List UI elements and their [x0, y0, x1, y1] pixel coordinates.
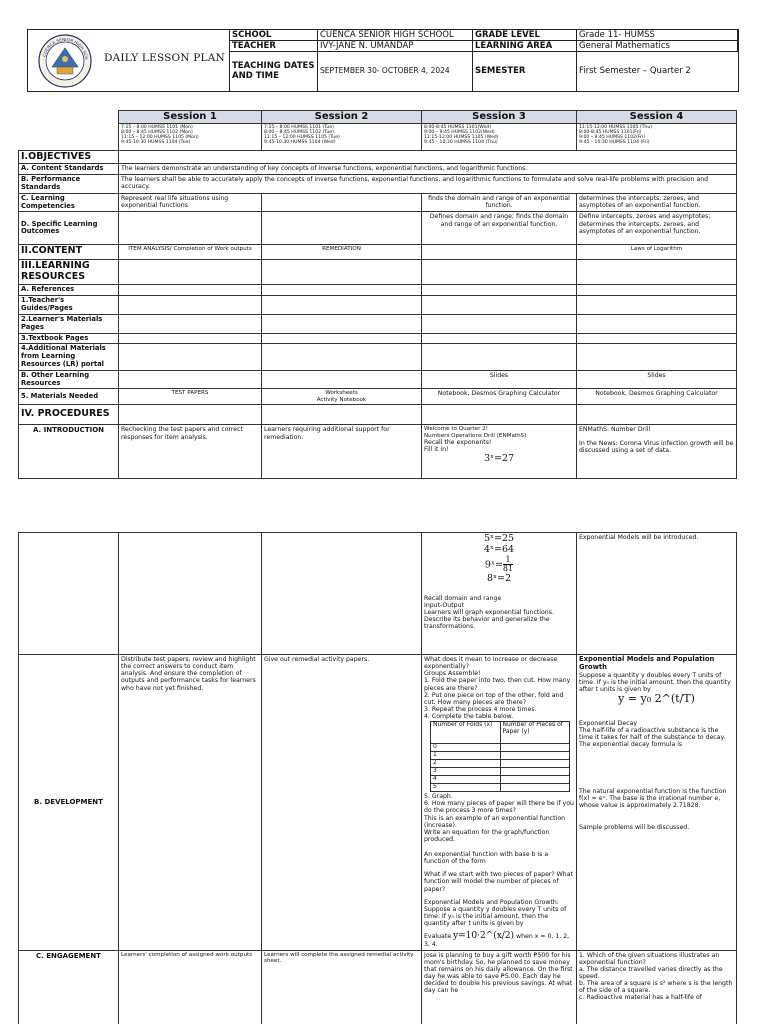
teachers-guides-cell-3 [422, 296, 577, 315]
textbook-cell-1 [119, 333, 262, 344]
session-2-times: 7:15 – 8:00 HUMSS 1101 (Tue) 8:00 – 8:45 HUMSS 1102 (Tue) 11:15 – 12:00 HUMSS 1105 (Tue) 9:45-10:30 HUMSS 1104 (Wed) [262, 123, 422, 150]
equation-9x-frac: 9ˣ= $\frac{1}{81}$ [484, 554, 514, 574]
references-label: A. References [19, 285, 119, 296]
textbook-cell-4 [577, 333, 737, 344]
session-1-times: 7:15 – 8:00 HUMSS 1101 (Mon) 8:00 – 8:45 HUMSS 1102 (Mon) 11:15 – 12:00 HUMSS 1105 (Mon) 9:45-10:30 HUMSS 1104 (Tue) [119, 123, 262, 150]
pieces-input-cell[interactable] [500, 776, 570, 784]
folds-row: 3 [431, 768, 501, 776]
folds-row: 4 [431, 776, 501, 784]
content-standards-value: The learners demonstrate an understanding of key concepts of inverse functions, exponential functions, and logarithmic functions. [119, 164, 737, 175]
session-4-times: 11:15-12:00 HUMSS 1105 (Thu) 8:00-8:45 HUMSS 1101(Fri) 9:00 – 9:45 HUMSS 1102(Fri) 9:45 – 10:30 HUMSS 1104 (Fri) [577, 123, 737, 150]
equation-3x-27: 3ˣ=27 [483, 452, 515, 464]
session-3-header: Session 3 [422, 111, 577, 124]
equation-8x-2: 8ˣ=2 [486, 572, 512, 584]
folds-table [430, 721, 570, 792]
document-title: DAILY LESSON PLAN [104, 52, 225, 64]
lesson-plan-table [18, 110, 737, 479]
dev-session-4: Exponential Models and Population Growth Suppose a quantity y doubles every T units of time. If y₀ is the initial amount, then the quantity after t units is given by y = y₀ 2^(t/T) Exponential Decay The half-life of a radioactive substance is the time it takes for half of the substance to decay. The exponential decay formula is The natural exponential function is the function f(x) = eˣ. The base is the irrational number e, whose value is approximately 2.71828. Sample problems will be discussed. [577, 655, 737, 951]
cont-label-cell [19, 533, 119, 655]
school-value: CUENCA SENIOR HIGH SCHOOL [318, 30, 473, 41]
additional-cell-2 [262, 344, 422, 370]
additional-cell-3 [422, 344, 577, 370]
content-session-4: Laws of Logarithm [577, 245, 737, 260]
lesson-plan-header [27, 29, 739, 92]
equation-5x-25: 5ˣ=25 [483, 533, 515, 544]
exponential-growth-formula: y = y₀ 2^(t/T) [618, 692, 695, 705]
pieces-input-cell[interactable] [500, 744, 570, 752]
additional-cell-4 [577, 344, 737, 370]
eng-session-1: Learners' completion of assigned work outputs [119, 950, 262, 1024]
session-3-times: 8:00-8:45 HUMSS 1101(Wed) 9:00 – 9:45 HUMSS 1102(Wed) 11:15-12:00 HUMSS 1105 (Wed) 9:45 – 10:30 HUMSS 1104 (Thu) [422, 123, 577, 150]
performance-standards-label: B. Performance Standards [19, 175, 119, 194]
competency-session-1: Represent real life situations using exponential functions [119, 193, 262, 212]
learning-area-label: LEARNING AREA [473, 41, 577, 52]
logo-area [28, 30, 230, 91]
resources-cell-2 [262, 260, 422, 285]
school-seal-logo [38, 34, 92, 88]
additional-cell-1 [119, 344, 262, 370]
content-session-2: REMEDIATION [262, 245, 422, 260]
learners-materials-label: 2.Learner's Materials Pages [19, 314, 119, 333]
fraction-1-81: $\frac{1}{81}$ [502, 554, 514, 574]
procedures-cell-3 [422, 405, 577, 425]
content-session-1: ITEM ANALYSIS/ Completion of Work outputs [119, 245, 262, 260]
intro-session-3: Welcome to Quarter 2! Numbers Operations Drill (ENMathS) Recall the exponents! Fill it in! 3ˣ=27 [422, 425, 577, 479]
procedures-cell-1 [119, 405, 262, 425]
cont-session-2 [262, 533, 422, 655]
materials-needed-label: 5. Materials Needed [19, 389, 119, 405]
outcome-session-1 [119, 212, 262, 245]
competency-session-3: finds the domain and range of an exponential function. [422, 193, 577, 212]
folds-column-header: Number of Folds (x) [431, 722, 501, 744]
learners-materials-cell-4 [577, 314, 737, 333]
performance-standards-value: The learners shall be able to accurately apply the concepts of inverse functions, exponential functions, and logarithmic functions to formulate and solve real-life problems with precision and accuracy. [119, 175, 737, 194]
references-cell-4 [577, 285, 737, 296]
lesson-plan-table-continued [18, 532, 737, 1024]
folds-row: 0 [431, 744, 501, 752]
outcome-session-2 [262, 212, 422, 245]
textbook-pages-label: 3.Textbook Pages [19, 333, 119, 344]
evaluate-line: Evaluate y=10·2^(x/2) when x = 0, 1, 2, 3, 4. [424, 931, 570, 949]
pieces-column-header: Number of Pieces of Paper (y) [500, 722, 570, 744]
textbook-cell-3 [422, 333, 577, 344]
teaching-dates-label: TEACHING DATES AND TIME [230, 52, 318, 91]
teachers-guides-cell-4 [577, 296, 737, 315]
teacher-label: TEACHER [230, 41, 318, 52]
equation-4x-64: 4ˣ=64 [483, 543, 515, 555]
teacher-value: IVY-JANE N. UMANDAP [318, 41, 473, 52]
objectives-heading: I.OBJECTIVES [19, 150, 119, 164]
development-label: B. DEVELOPMENT [19, 655, 119, 951]
teachers-guides-cell-1 [119, 296, 262, 315]
schedule-label-cell [19, 123, 119, 150]
learners-materials-cell-1 [119, 314, 262, 333]
other-resources-cell-1 [119, 370, 262, 389]
dev-session-1: Distribute test papers, review and highlight the correct answers to conduct item analysis. And ensure the completion of outputs and performance tasks for learners who have not yet finished. [119, 655, 262, 951]
intro-session-2: Learners requiring additional support for remediation. [262, 425, 422, 479]
cont-session-1 [119, 533, 262, 655]
learning-area-value: General Mathematics [577, 41, 738, 52]
references-cell-3 [422, 285, 577, 296]
header-info-grid [230, 30, 738, 91]
evaluate-equation: y=10·2^(x/2) [453, 931, 515, 942]
folds-row: 2 [431, 760, 501, 768]
dev-session-2: Give out remedial activity papers. [262, 655, 422, 951]
pieces-input-cell[interactable] [500, 760, 570, 768]
learners-materials-cell-2 [262, 314, 422, 333]
eng-session-4: 1. Which of the given situations illustrates an exponential function? a. The distance travelled varies directly as the speed. b. The area of a square is s² where s is the length of the side of a square. c. Radioactive material has a half-life of [577, 950, 737, 1024]
pieces-input-cell[interactable] [500, 752, 570, 760]
teaching-dates-value: SEPTEMBER 30- OCTOBER 4, 2024 [318, 52, 473, 91]
eng-session-3: Jose is planning to buy a gift worth ₱500 for his mom's birthday. So, he planned to save money that remains on his daily allowance. On the first day he was able to save ₱5.00. Each day he decided to double his previous savings. At what day can he [422, 950, 577, 1024]
materials-session-1: TEST PAPERS [119, 389, 262, 405]
teachers-guides-label: 1.Teacher's Guides/Pages [19, 296, 119, 315]
eng-session-2: Learners will complete the assigned remedial activity sheet. [262, 950, 422, 1024]
materials-session-3: Notebook, Desmos Graphing Calculator [422, 389, 577, 405]
procedures-heading: IV. PROCEDURES [19, 405, 119, 425]
resources-cell-4 [577, 260, 737, 285]
other-resources-cell-3: Slides [422, 370, 577, 389]
other-resources-label: B. Other Learning Resources [19, 370, 119, 389]
specific-outcomes-label: D. Specific Learning Outcomes [19, 212, 119, 245]
objectives-blank [119, 150, 737, 164]
dev-session-3: What does it mean to increase or decrease exponentially? Groups Assemble! 1. Fold the paper into two, then cut. How many pieces are there? 2. Put one piece on top of the other, fold and cut. How many pieces are there? 3. Repeat the process 4 more times. 4. Complete the table below. Number of Folds (x) Number of Pieces of Paper (y) 0 1 2 3 4 5 5. Graph. 6. How many pieces of paper will there be if you do the process 3 more times? This is an example of an exponential function (increase). Write an equation for the graph/function produced. An exponential function with base b is a function of the form What if we start with two pieces of paper? What function will model the number of pieces of paper? Exponential Models and Population Growth: Suppose a quantity y doubles every T units of time. If y₀ is the initial amount, then the quantity after t units is given by Evaluate y=10·2^(x/2) when x = 0, 1, 2, 3, 4. [422, 655, 577, 951]
content-standards-label: A. Content Standards [19, 164, 119, 175]
content-heading: II.CONTENT [19, 245, 119, 260]
session-1-header: Session 1 [119, 111, 262, 124]
learning-resources-heading: III.LEARNING RESOURCES [19, 260, 119, 285]
references-cell-2 [262, 285, 422, 296]
folds-row: 5 [431, 784, 501, 792]
competency-session-4: determines the intercepts, zeroes, and asymptotes of an exponential function. [577, 193, 737, 212]
learning-competencies-label: C. Learning Competencies [19, 193, 119, 212]
grade-level-value: Grade 11- HUMSS [577, 30, 738, 41]
procedures-cell-4 [577, 405, 737, 425]
resources-cell-3 [422, 260, 577, 285]
materials-session-4: Notebook, Desmos Graphing Calculator [577, 389, 737, 405]
textbook-cell-2 [262, 333, 422, 344]
other-resources-cell-2 [262, 370, 422, 389]
teachers-guides-cell-2 [262, 296, 422, 315]
svg-text:CUENCA SENIOR HIGH SCHOOL: CUENCA SENIOR HIGH SCH [41, 36, 89, 60]
outcome-session-4: Define intercepts, zeroes and asymptotes; determines the intercepts, zeroes, and asymptotes of an exponential function. [577, 212, 737, 245]
procedures-cell-2 [262, 405, 422, 425]
outcome-session-3: Defines domain and range; finds the domain and range of an exponential function. [422, 212, 577, 245]
cont-session-4: Exponential Models will be introduced. [577, 533, 737, 655]
intro-session-4: ENMathS: Number Drill In the News: Corona Virus infection growth will be discussed using a set of data. [577, 425, 737, 479]
folds-row: 1 [431, 752, 501, 760]
materials-session-2: Worksheets Activity Notebook [262, 389, 422, 405]
session-2-header: Session 2 [262, 111, 422, 124]
engagement-label: C. ENGAGEMENT [19, 950, 119, 1024]
learners-materials-cell-3 [422, 314, 577, 333]
cont-session-3: 5ˣ=25 4ˣ=64 9ˣ= $\frac{1}{81}$ 8ˣ=2 Recall domain and range Input-Output Learners will graph exponential functions. Describe its behavior and generalize the transformations. [422, 533, 577, 655]
references-cell-1 [119, 285, 262, 296]
semester-label: SEMESTER [473, 52, 577, 91]
intro-session-1: Rechecking the test papers and correct responses for item analysis. [119, 425, 262, 479]
session-4-header: Session 4 [577, 111, 737, 124]
school-label: SCHOOL [230, 30, 318, 41]
pieces-input-cell[interactable] [500, 768, 570, 776]
semester-value: First Semester – Quarter 2 [579, 65, 691, 76]
introduction-label: A. INTRODUCTION [19, 425, 119, 479]
corner-cell [19, 111, 119, 124]
grade-level-label: GRADE LEVEL [473, 30, 577, 41]
additional-materials-label: 4.Additional Materials from Learning Resources (LR) portal [19, 344, 119, 370]
resources-cell-1 [119, 260, 262, 285]
competency-session-2 [262, 193, 422, 212]
content-session-3 [422, 245, 577, 260]
other-resources-cell-4: Slides [577, 370, 737, 389]
pieces-input-cell[interactable] [500, 784, 570, 792]
